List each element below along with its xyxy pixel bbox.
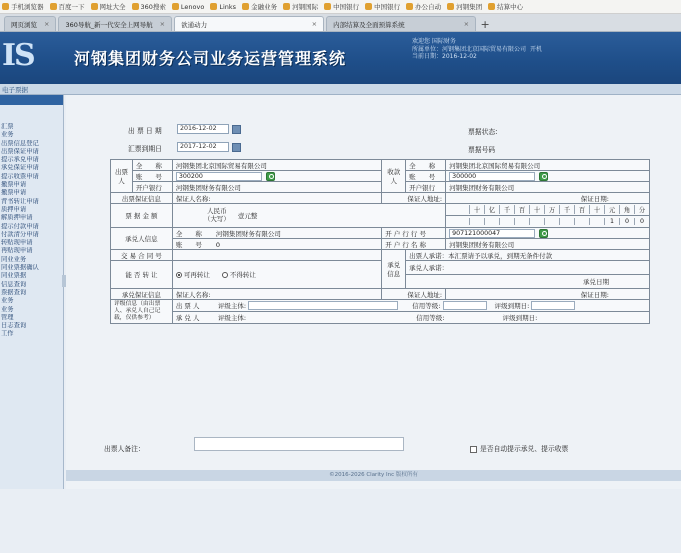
current-date: 当前日期：2016-12-02 <box>412 53 477 60</box>
sidebar-item[interactable]: 撤票申请 <box>1 189 27 197</box>
digit-value <box>589 218 604 225</box>
sidebar-list <box>0 105 63 339</box>
sidebar-item[interactable]: 解质押申请 <box>1 214 33 222</box>
acceptor-acct-label: 账 号 <box>175 240 202 249</box>
sidebar <box>0 95 64 489</box>
search-icon[interactable] <box>539 229 548 238</box>
issue-date-label: 出 票 日 期 <box>128 127 162 135</box>
digit-value <box>559 218 574 225</box>
sidebar-item[interactable]: 付款清分申请 <box>1 230 39 238</box>
amount-words: 壹元整 <box>237 212 258 220</box>
digit-value <box>544 218 559 225</box>
payee-name-label: 全 称 <box>406 160 446 171</box>
rating-due-label: 评级到期日: <box>502 314 538 322</box>
bookmark-label: 中国银行 <box>333 3 360 11</box>
rating-subject-label: 评级主体: <box>217 301 247 310</box>
user-info <box>412 38 546 61</box>
tab-label: 360导航_新一代安全上网导航 <box>65 20 153 29</box>
search-icon[interactable] <box>266 172 275 181</box>
sidebar-item[interactable]: 工作 <box>1 330 14 338</box>
bookmark-label: 结算中心 <box>497 3 524 11</box>
bookmark-label: Links <box>219 2 237 11</box>
issue-date-input[interactable]: 2016-12-02 <box>177 124 229 134</box>
tab-0[interactable] <box>4 16 56 31</box>
bookmark-icon <box>132 3 139 10</box>
accept-info-label: 承兑信息 <box>382 250 406 289</box>
digit-header-row <box>446 204 650 216</box>
bill-table <box>110 159 650 324</box>
acceptor-bankno-label: 开 户 行 行 号 <box>382 228 446 239</box>
logo: IS <box>2 38 34 73</box>
system-title: 河钢集团财务公司业务运营管理系统 <box>74 49 347 68</box>
sidebar-item[interactable]: 日志查询 <box>1 322 27 330</box>
auto-submit-row <box>470 443 568 453</box>
drawer-acct-cell <box>172 171 381 182</box>
sidebar-item[interactable]: 同业票据确认 <box>1 264 39 272</box>
bookmark-label: Lenovo <box>180 2 205 11</box>
bookmark-icon <box>488 3 495 10</box>
drawer-group-label: 出票人 <box>111 160 133 193</box>
rating-acceptor-row <box>172 312 649 324</box>
payee-group-label: 收款人 <box>382 160 406 193</box>
new-tab-button[interactable]: + <box>480 17 490 31</box>
auto-submit-checkbox[interactable] <box>470 446 477 453</box>
rating-grade-input[interactable] <box>443 301 487 310</box>
bookmark-item[interactable] <box>2 2 44 11</box>
sidebar-item[interactable]: 提示承兑申请 <box>1 156 39 164</box>
digit-value <box>484 218 499 225</box>
sidebar-item[interactable]: 再贴现申请 <box>1 247 33 255</box>
amount-label: 票 据 金 额 <box>111 204 173 228</box>
payee-name: 河钢集团北京国际贸易有限公司 <box>446 160 650 171</box>
digit-header: 十 <box>529 205 544 214</box>
bookmark-label: 百度一下 <box>58 3 85 11</box>
bookmark-label: 手机浏览器 <box>11 3 44 11</box>
sidebar-item[interactable]: 转贴现申请 <box>1 239 33 247</box>
due-date-label: 汇票到期日 <box>128 145 162 153</box>
payee-acct-label: 账 号 <box>406 171 446 182</box>
drawer-bank: 河钢集团财务有限公司 <box>172 182 381 193</box>
bookmark-item[interactable] <box>324 2 359 11</box>
digit-value: 0 <box>634 218 649 225</box>
acceptor-acct-cell <box>172 239 381 250</box>
bookmarks-bar <box>0 0 681 14</box>
system-banner <box>0 32 681 84</box>
currency-label: 人民币 <box>207 207 227 215</box>
digit-header: 分 <box>634 205 649 214</box>
rating-grade-label: 信用等级: <box>412 301 441 310</box>
drawer-acct-label: 账 号 <box>132 171 172 182</box>
bookmark-item[interactable] <box>488 2 523 11</box>
sidebar-item[interactable]: 信息查询 <box>1 280 27 288</box>
transfer-no-radio[interactable] <box>222 272 228 278</box>
tab-2[interactable] <box>174 16 324 31</box>
close-icon[interactable]: × <box>311 20 318 28</box>
sidebar-header <box>0 95 63 105</box>
close-icon[interactable]: × <box>44 20 50 28</box>
sidebar-item[interactable]: 背书转让申请 <box>1 197 39 205</box>
digit-header: 百 <box>574 205 589 214</box>
sidebar-item[interactable]: 同业业务 <box>1 255 27 263</box>
drawer-name: 河钢集团北京国际贸易有限公司 <box>172 160 381 171</box>
acceptor-promise: 承兑人承诺： <box>406 261 650 275</box>
bookmark-item[interactable] <box>242 2 277 11</box>
bookmark-item[interactable] <box>91 2 126 11</box>
remark-input[interactable] <box>194 437 404 451</box>
accept-date-label: 承兑日期 <box>406 275 650 289</box>
calendar-icon[interactable] <box>232 125 241 134</box>
digit-header: 万 <box>544 205 559 214</box>
bookmark-icon <box>406 3 413 10</box>
drawer-name-label: 全 称 <box>132 160 172 171</box>
rating-subject-label: 评级主体: <box>217 314 247 322</box>
bookmark-label: 中国银行 <box>374 3 401 11</box>
payee-acct-cell <box>446 171 650 182</box>
sidebar-item[interactable]: 同业票据 <box>1 272 27 280</box>
sidebar-item[interactable]: 业务 <box>1 131 14 139</box>
digit-header: 元 <box>604 205 619 214</box>
digit-header: 角 <box>619 205 634 214</box>
bookmark-label: 网址大全 <box>99 3 126 11</box>
calendar-icon[interactable] <box>232 143 241 152</box>
bookmark-icon <box>365 3 372 10</box>
acceptor-name-cell <box>172 228 381 239</box>
bookmark-item[interactable] <box>406 2 441 11</box>
drawer-promise: 出票人承诺：本汇票请予以承兑，到期无条件付款 <box>406 250 650 261</box>
payee-bank: 河钢集团财务有限公司 <box>446 182 650 193</box>
rating-acceptor-label: 承 兑 人 <box>175 314 200 322</box>
sidebar-item[interactable]: 票据查询 <box>1 288 27 296</box>
currency-sub: （大写） <box>203 214 230 223</box>
digit-header: 千 <box>499 205 514 214</box>
bookmark-label: 360搜索 <box>140 3 166 11</box>
bookmark-label: 金融业务 <box>251 3 278 11</box>
bookmark-item[interactable] <box>172 3 204 11</box>
sidebar-item[interactable]: 业务 <box>1 305 14 313</box>
sidebar-item[interactable]: 管理 <box>1 313 14 321</box>
bookmark-icon <box>50 3 57 10</box>
rating-drawer-row <box>172 300 649 312</box>
guarantor-addr-label: 保证人地址: <box>382 193 446 204</box>
digit-value: 1 <box>604 218 619 225</box>
search-icon[interactable] <box>539 172 548 181</box>
breadcrumb: 电子票据 <box>2 86 28 94</box>
auto-submit-label: 是否自动提示承兑、提示收票 <box>480 445 569 453</box>
rating-due-input[interactable] <box>531 301 575 310</box>
digit-value <box>529 218 544 225</box>
unit-text: 所属单位：河钢集团北京国际贸易有限公司 <box>412 45 527 53</box>
acceptor-name: 河钢集团财务有限公司 <box>215 229 281 238</box>
rating-label: 评级信息（由出票人、承兑人自己记载，仅供参考） <box>111 300 173 324</box>
bookmark-icon <box>210 3 217 10</box>
accept-guarantee-date-label: 保证日期: <box>446 289 650 300</box>
bookmark-label: 河钢国际 <box>292 3 319 11</box>
transfer-label: 能 否 转 让 <box>111 261 173 289</box>
unit-action[interactable]: 开机 <box>530 45 543 53</box>
digit-value <box>469 218 484 225</box>
digit-header: 千 <box>559 205 574 214</box>
page-footer: ©2016-2026 Clarity Inc 版权所有 <box>66 470 681 481</box>
digit-header: 十 <box>589 205 604 214</box>
acceptor-bankno-cell <box>446 228 650 239</box>
acceptor-bankname-label: 开 户 行 名 称 <box>382 239 446 250</box>
drawer-acct-input[interactable]: 300200 <box>176 172 262 181</box>
status-label: 票据状态: <box>468 128 498 136</box>
due-date-input[interactable]: 2017-12-02 <box>177 142 229 152</box>
payee-bank-label: 开户银行 <box>406 182 446 193</box>
guarantee-date-label: 保证日期: <box>446 193 650 204</box>
acceptor-group-label: 承兑人信息 <box>111 228 173 250</box>
digit-header: 亿 <box>484 205 499 214</box>
close-icon[interactable]: × <box>159 20 166 28</box>
sidebar-item[interactable]: 业务 <box>1 297 14 305</box>
close-icon[interactable]: × <box>463 20 470 28</box>
bookmark-item[interactable] <box>447 2 482 11</box>
amount-words-cell <box>172 204 445 228</box>
transfer-no-label: 不得转让 <box>229 271 256 279</box>
sidebar-item[interactable]: 撤票申请 <box>1 181 27 189</box>
bookmark-label: 办公自动 <box>415 3 442 11</box>
bookmark-item[interactable] <box>210 3 236 11</box>
transfer-options <box>172 261 381 289</box>
bookmark-label: 河钢集团 <box>456 3 483 11</box>
digit-value <box>514 218 529 225</box>
contract-value[interactable] <box>172 250 381 261</box>
bookmark-item[interactable] <box>283 2 318 11</box>
bookmark-item[interactable] <box>132 2 166 11</box>
bookmark-item[interactable] <box>365 2 400 11</box>
digit-header: 十 <box>469 205 484 214</box>
bookmark-icon <box>447 3 454 10</box>
sidebar-item[interactable]: 质押申请 <box>1 205 27 213</box>
acceptor-name-label: 全 称 <box>175 229 202 238</box>
welcome-text: 欢迎您 国际财务 <box>412 38 456 45</box>
main-content <box>66 95 681 489</box>
rating-grade-label: 信用等级: <box>416 314 445 322</box>
transfer-yes-radio[interactable] <box>176 272 182 278</box>
drawer-bank-label: 开户银行 <box>132 182 172 193</box>
browser-tab-strip <box>0 14 681 32</box>
bookmark-icon <box>172 3 179 10</box>
sidebar-item[interactable]: 提示付款申请 <box>1 222 39 230</box>
bookmark-icon <box>324 3 331 10</box>
rating-drawer-label: 出 票 人 <box>175 301 200 310</box>
acceptor-acct: 0 <box>215 240 220 249</box>
digit-header: 百 <box>514 205 529 214</box>
digit-value <box>574 218 589 225</box>
guarantor-name-label: 保证人名称: <box>172 193 381 204</box>
bookmark-icon <box>283 3 290 10</box>
bookmark-item[interactable] <box>50 2 85 11</box>
transfer-yes-label: 可再转让 <box>183 271 210 279</box>
sidebar-item[interactable]: 出票信息登记 <box>1 139 39 147</box>
digit-value: 0 <box>619 218 634 225</box>
remark-label: 出票人备注： <box>104 445 145 453</box>
rating-subject-input[interactable] <box>248 301 398 310</box>
accept-guarantee-label: 承兑保证信息 <box>111 289 173 300</box>
rating-due-label: 评级到期日: <box>494 301 530 310</box>
tab-label: 欲通动力 <box>181 20 208 29</box>
bookmark-icon <box>91 3 98 10</box>
digit-value-row <box>446 216 650 228</box>
tab-label: 网页浏览 <box>11 20 37 29</box>
guarantee-label: 出票保证信息 <box>111 193 173 204</box>
tab-label: 内部结算及全面预算系统 <box>333 20 405 29</box>
tab-1[interactable] <box>58 16 172 31</box>
sidebar-item[interactable]: 提示收票申请 <box>1 172 39 180</box>
accept-guarantor-label: 保证人名称: <box>172 289 381 300</box>
payee-acct-input[interactable]: 300000 <box>449 172 535 181</box>
bookmark-icon <box>2 3 9 10</box>
digit-value <box>499 218 514 225</box>
bill-no-label: 票据号码 <box>468 146 496 154</box>
accept-guarantor-addr-label: 保证人地址: <box>382 289 446 300</box>
toolstrip <box>0 84 681 95</box>
bookmark-icon <box>242 3 249 10</box>
acceptor-bankno-input[interactable]: 907121000047 <box>449 229 535 238</box>
contract-label: 交 易 合 同 号 <box>111 250 173 261</box>
acceptor-bankname: 河钢集团财务有限公司 <box>446 239 650 250</box>
sidebar-item[interactable]: 出票保证申请 <box>1 147 39 155</box>
sidebar-item[interactable]: 汇票 <box>1 123 14 130</box>
tab-3[interactable] <box>326 16 476 31</box>
sidebar-item[interactable]: 承兑保证申请 <box>1 164 39 172</box>
